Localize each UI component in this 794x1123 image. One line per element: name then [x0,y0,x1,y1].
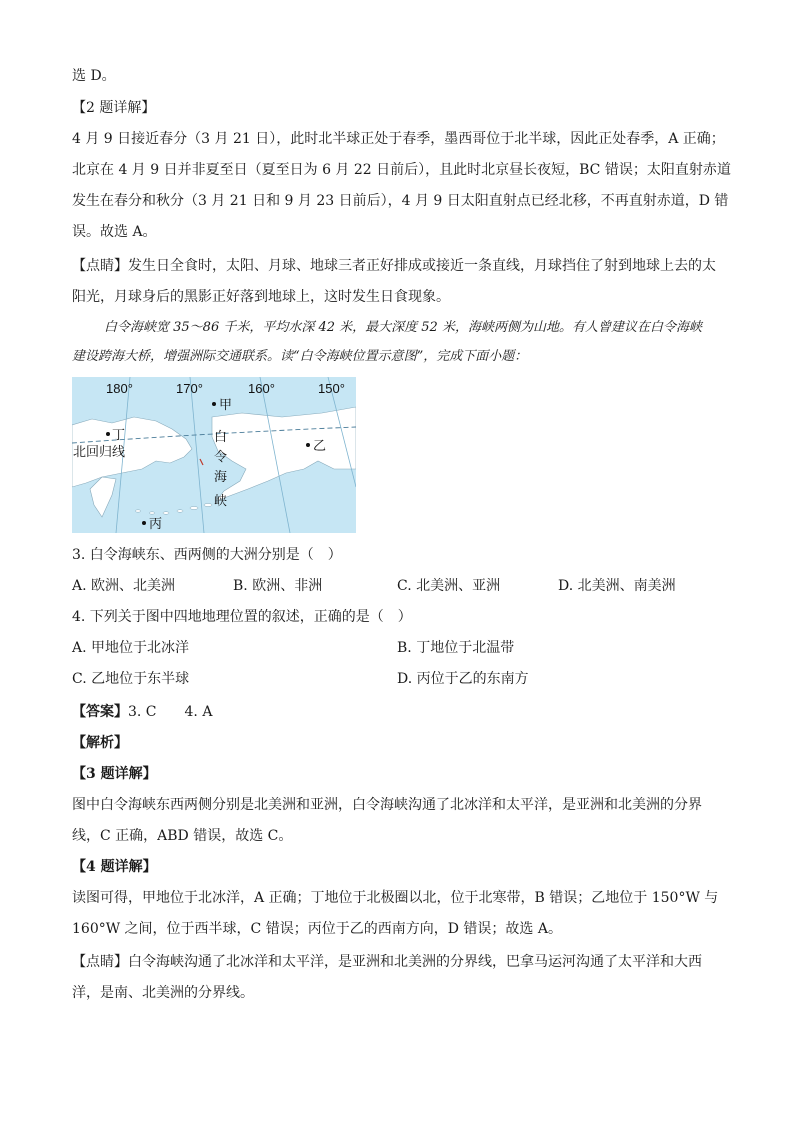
answer-text: 3. C 4. A [128,704,213,720]
detail-3-heading: 【3 题详解】 [72,766,157,782]
strait-char: 峡 [214,494,228,509]
point-yi-label: 乙 [313,439,327,454]
strait-char: 白 [214,430,228,445]
lon-label-160: 160° [248,381,275,396]
q4-option-b: B. 丁地位于北温带 [397,640,515,656]
answer-tag: 【答案】 [72,704,128,720]
point-ding-dot [106,432,110,436]
tip-line: 洋，是南、北美洲的分界线。 [72,985,254,1001]
analysis-heading: 【解析】 [72,735,128,751]
q3-option-b: B. 欧洲、非洲 [233,578,323,594]
text-line: 选 D。 [72,68,116,84]
question-3-stem: 3. 白令海峡东、西两侧的大洲分别是（ ） [72,547,342,563]
q3-option-c: C. 北美洲、亚洲 [397,578,501,594]
tropic-line-label: 北回归线 [73,445,126,460]
strait-char: 海 [214,470,228,485]
detail-4-heading: 【4 题详解】 [72,859,157,875]
strait-char: 令 [214,450,228,465]
passage-line: 建设跨海大桥，增强洲际交通联系。读“白令海峡位置示意图”，完成下面小题： [72,349,528,364]
q4-option-c: C. 乙地位于东半球 [72,671,190,687]
tip-line: 【点睛】发生日全食时，太阳、月球、地球三者正好排成或接近一条直线，月球挡住了射到地球上去的太 [72,258,716,274]
detail-3-line: 线，C 正确，ABD 错误，故选 C。 [72,828,293,844]
point-ding-label: 丁 [112,428,126,443]
detail-3-line: 图中白令海峡东西两侧分别是北美洲和亚洲，白令海峡沟通了北冰洋和太平洋，是亚洲和北美洲的分界 [72,797,702,813]
bering-strait-map [72,377,356,533]
q3-option-d: D. 北美洲、南美洲 [558,578,676,594]
point-bing-dot [142,521,146,525]
q4-option-d: D. 丙位于乙的东南方 [397,671,529,687]
answer-line [72,702,212,722]
text-line: 阳光，月球身后的黑影正好落到地球上，这时发生日食现象。 [72,289,450,305]
q3-option-a: A. 欧洲、北美洲 [72,578,176,594]
lon-label-150: 150° [318,381,345,396]
q4-option-a: A. 甲地位于北冰洋 [72,640,190,656]
tip-line: 【点睛】白令海峡沟通了北冰洋和太平洋，是亚洲和北美洲的分界线，巴拿马运河沟通了太平洋和大西 [72,954,702,970]
point-jia-dot [212,402,216,406]
passage-line: 白令海峡宽 35～86 千米，平均水深 42 米，最大深度 52 米，海峡两侧为山地。有人曾建议在白令海峡 [104,320,702,335]
text-line: 北京在 4 月 9 日并非夏至日（夏至日为 6 月 22 日前后），且此时北京昼长夜短，BC 错误；太阳直射赤道 [72,162,731,178]
text-line: 发生在春分和秋分（3 月 21 日和 9 月 23 日前后），4 月 9 日太阳直射点已经北移，不再直射赤道，D 错 [72,193,729,209]
section-heading: 【2 题详解】 [72,100,156,116]
lon-label-170: 170° [176,381,203,396]
point-yi-dot [306,443,310,447]
detail-4-line: 读图可得，甲地位于北冰洋，A 正确；丁地位于北极圈以北，位于北寒带，B 错误；乙地位于 150°W 与 [72,890,719,906]
detail-4-line: 160°W 之间，位于西半球，C 错误；丙位于乙的西南方向，D 错误；故选 A。 [72,921,562,937]
point-bing-label: 丙 [149,517,163,532]
question-4-stem: 4. 下列关于图中四地地理位置的叙述，正确的是（ ） [72,609,412,625]
text-line: 4 月 9 日接近春分（3 月 21 日），此时北半球正处于春季，墨西哥位于北半球，因此正处春季，A 正确； [72,131,725,147]
lon-label-180: 180° [106,381,133,396]
text-line: 误。故选 A。 [72,224,157,240]
point-jia-label: 甲 [219,398,233,413]
